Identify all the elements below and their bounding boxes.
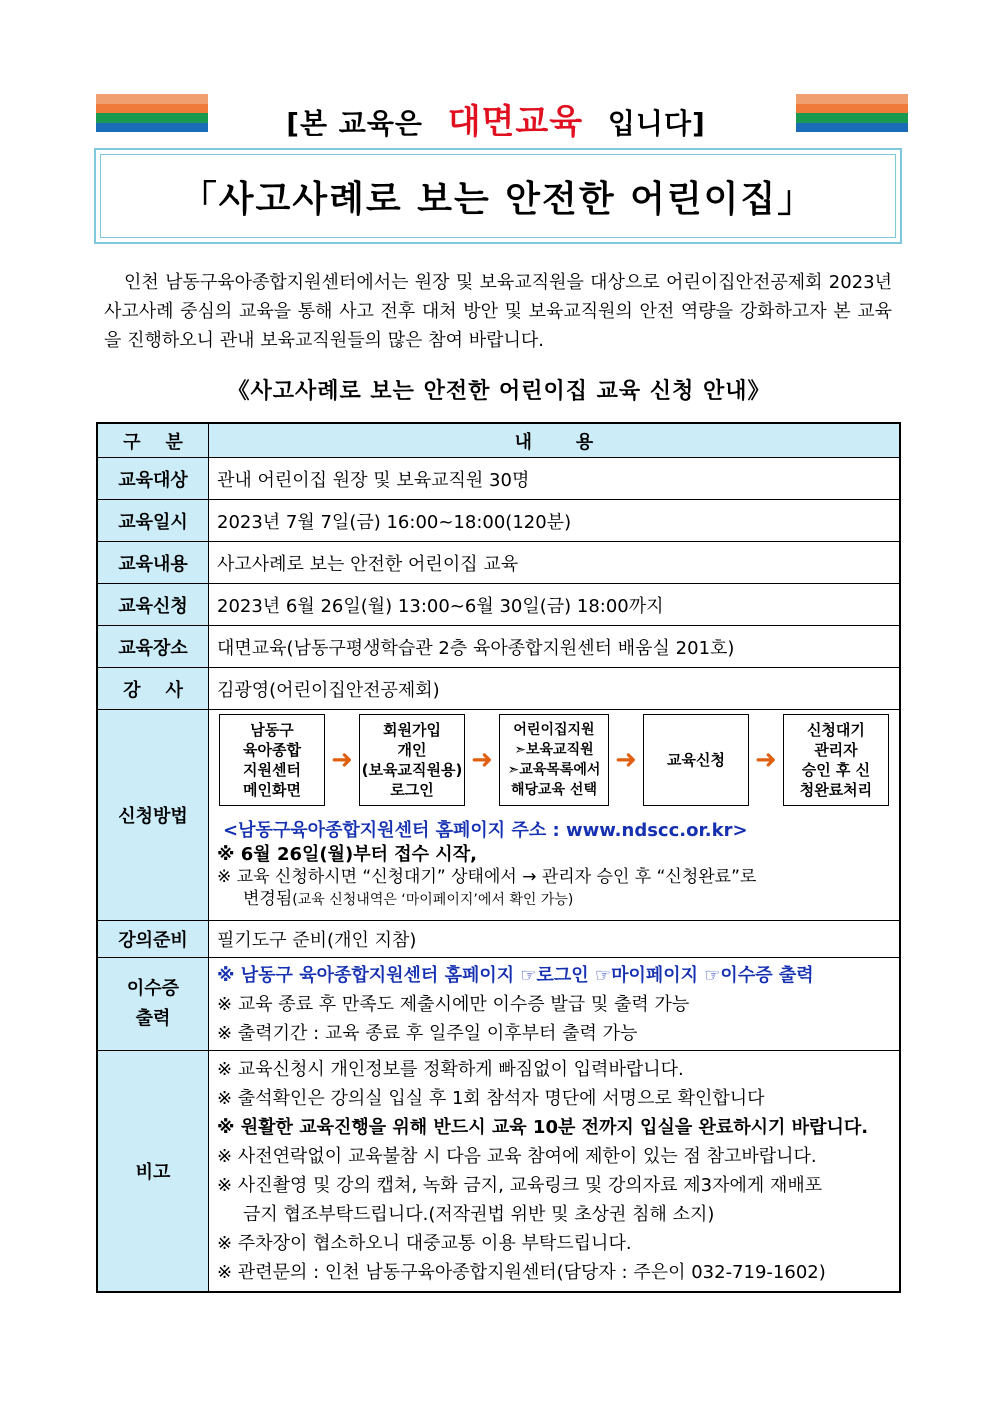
banner-suffix: 입니다] <box>607 107 706 140</box>
decorative-stripe-right <box>796 94 908 132</box>
arrow-right-icon: ➜ <box>755 745 777 775</box>
remarks-row <box>97 1051 900 1293</box>
flow-step: 남동구 육아종합 지원센터 메인화면 <box>219 714 325 806</box>
row-label: 교육내용 <box>97 542 209 584</box>
prep-label: 강의준비 <box>97 921 209 958</box>
remarks-label: 비고 <box>97 1051 209 1293</box>
row-value: 대면교육(남동구평생학습관 2층 육아종합지원센터 배움실 201호) <box>209 626 901 668</box>
decorative-stripe-left <box>96 94 208 132</box>
remarks-content <box>209 1051 901 1293</box>
cert-label: 이수증 출력 <box>97 958 209 1051</box>
arrow-right-icon: ➜ <box>331 745 353 775</box>
row-label: 교육신청 <box>97 584 209 626</box>
application-flow <box>217 710 891 806</box>
banner-highlight: 대면교육 <box>447 102 584 142</box>
cert-line: ※ 남동구 육아종합지원센터 홈페이지 ☞로그인 ☞마이페이지 ☞이수증 출력 <box>217 964 814 986</box>
arrow-right-icon: ➜ <box>471 745 493 775</box>
flow-step: 회원가입 개인 (보육교직원용) 로그인 <box>359 714 465 806</box>
prep-value: 필기도구 준비(개인 지참) <box>209 921 901 958</box>
section-subtitle: 《사고사례로 보는 안전한 어린이집 교육 신청 안내》 <box>227 379 771 404</box>
flow-step: 교육신청 <box>643 714 749 806</box>
page-title: 「사고사례로 보는 안전한 어린이집」 <box>100 154 896 238</box>
info-table <box>96 422 901 1293</box>
remark-line: 금지 협조부탁드립니다.(저작권법 위반 및 초상권 침해 소지) <box>243 1204 715 1225</box>
remark-line: ※ 사전연락없이 교육불참 시 다음 교육 참여에 제한이 있는 점 참고바랍니다. <box>217 1146 817 1167</box>
row-label: 교육일시 <box>97 500 209 542</box>
title-box <box>94 148 902 244</box>
homepage-address: <남동구육아종합지원센터 홈페이지 주소 : www.ndscc.or.kr> <box>223 820 748 841</box>
row-value: 2023년 6월 26일(월) 13:00~6월 30일(금) 18:00까지 <box>209 584 901 626</box>
flow-step: 어린이집지원 ➣보육교직원 ➣교육목록에서 해당교육 선택 <box>499 714 609 806</box>
header-category: 구 분 <box>97 423 209 458</box>
remark-line: ※ 원활한 교육진행을 위해 반드시 교육 10분 전까지 입실을 완료하시기 바랍니다. <box>217 1117 869 1138</box>
remark-line: ※ 출석확인은 강의실 입실 후 1회 참석자 명단에 서명으로 확인합니다 <box>217 1088 765 1109</box>
table-row <box>97 626 900 668</box>
row-label: 교육대상 <box>97 458 209 500</box>
note-status: ※ 교육 신청하시면 “신청대기” 상태에서 → 관리자 승인 후 “신청완료”로 <box>217 867 757 887</box>
row-value: 사고사례로 보는 안전한 어린이집 교육 <box>209 542 901 584</box>
banner-prefix: [본 교육은 <box>286 107 423 140</box>
table-row <box>97 584 900 626</box>
table-row <box>97 500 900 542</box>
method-row <box>97 710 900 921</box>
flow-step: 신청대기 관리자 승인 후 신 청완료처리 <box>783 714 889 806</box>
method-content <box>209 710 901 921</box>
table-row <box>97 458 900 500</box>
prep-row <box>97 921 900 958</box>
table-row <box>97 668 900 710</box>
row-value: 2023년 7월 7일(금) 16:00~18:00(120분) <box>209 500 901 542</box>
note-status-cont: 변경됨(교육 신청내역은 ‘마이페이지’에서 확인 가능) <box>243 889 574 909</box>
remark-line: ※ 교육신청시 개인정보를 정확하게 빠짐없이 입력바랍니다. <box>217 1059 684 1080</box>
cert-line: ※ 교육 종료 후 만족도 제출시에만 이수증 발급 및 출력 가능 <box>217 993 690 1015</box>
note-start: ※ 6월 26일(월)부터 접수 시작, <box>217 844 477 865</box>
table-row <box>97 542 900 584</box>
header-content: 내 용 <box>209 423 901 458</box>
row-value: 김광영(어린이집안전공제회) <box>209 668 901 710</box>
table-header-row <box>97 423 900 458</box>
remark-line: ※ 주차장이 협소하오니 대중교통 이용 부탁드립니다. <box>217 1233 632 1254</box>
cert-line: ※ 출력기간 : 교육 종료 후 일주일 이후부터 출력 가능 <box>217 1022 638 1044</box>
intro-paragraph <box>104 268 892 355</box>
remark-line: ※ 사진촬영 및 강의 캡쳐, 녹화 금지, 교육링크 및 강의자료 제3자에게 재배포 <box>217 1175 823 1196</box>
cert-row <box>97 958 900 1051</box>
cert-content <box>209 958 901 1051</box>
education-type-banner <box>250 94 742 143</box>
row-label: 교육장소 <box>97 626 209 668</box>
row-value: 관내 어린이집 원장 및 보육교직원 30명 <box>209 458 901 500</box>
row-label: 강 사 <box>97 668 209 710</box>
remark-line: ※ 관련문의 : 인천 남동구육아종합지원센터(담당자 : 주은이 032-719-1602) <box>217 1262 826 1283</box>
intro-text: 인천 남동구육아종합지원센터에서는 원장 및 보육교직원을 대상으로 어린이집안전공제회 2023년 사고사례 중심의 교육을 통해 사고 전후 대처 방안 및 보육교직원의 안전 역량을 강화하고자 본 교육을 진행하오니 관내 보육교직원들의 많은 참여 바랍니다. <box>104 272 892 351</box>
arrow-right-icon: ➜ <box>615 745 637 775</box>
method-label: 신청방법 <box>97 710 209 921</box>
